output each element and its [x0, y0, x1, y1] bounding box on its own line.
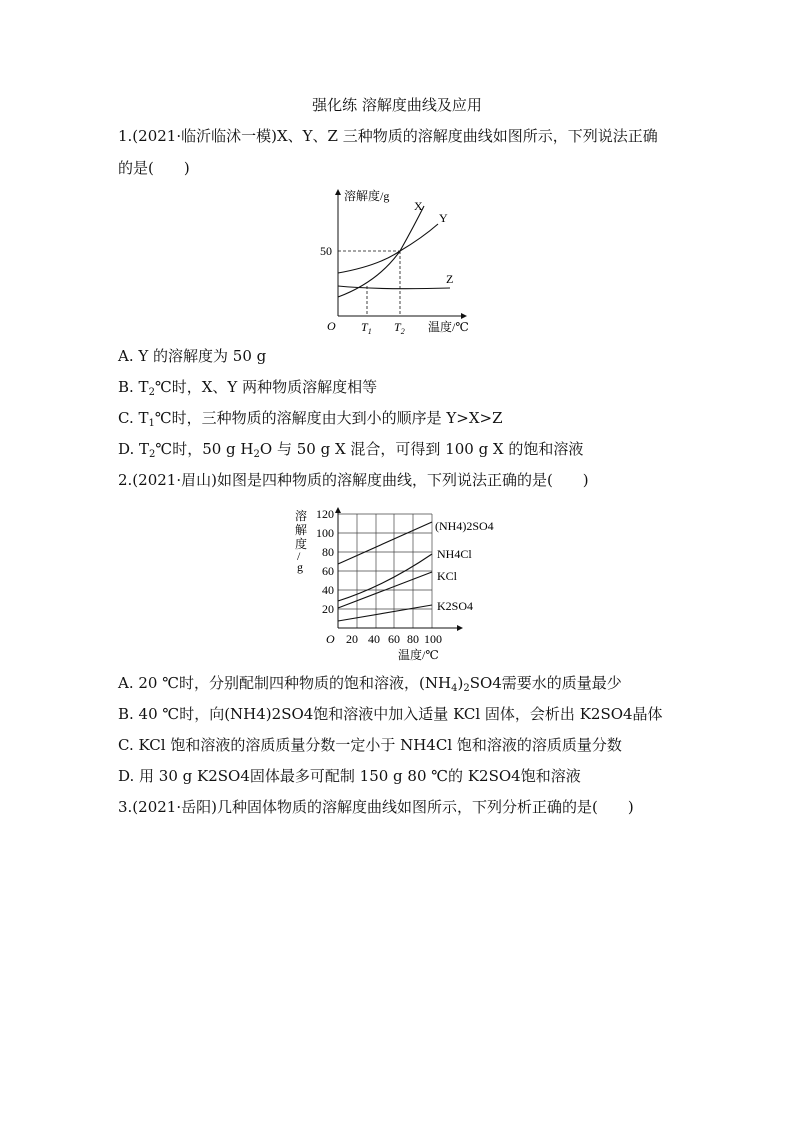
q2-y-tick: 120	[316, 507, 334, 521]
q2-label-k2so4: K2SO4	[437, 599, 474, 613]
q1-label-z: Z	[446, 272, 454, 286]
q2-y-tick: 40	[322, 583, 334, 597]
q1-tick-t1: $T_1$	[361, 320, 372, 336]
q1-label-x: X	[414, 199, 423, 213]
q1-option-a: A. Y 的溶解度为 50 g	[118, 347, 267, 365]
q2-x-tick: 20	[346, 632, 358, 646]
q2-solubility-figure	[290, 504, 510, 664]
q2-option-d: D. 用 30 g K2SO4固体最多可配制 150 g 80 ℃的 K2SO4饱和溶液	[118, 767, 581, 785]
q2-x-tick: 40	[368, 632, 380, 646]
q2-x-tick: 80	[407, 632, 419, 646]
q3-stem: 3.(2021·岳阳)几种固体物质的溶解度曲线如图所示，下列分析正确的是( )	[118, 798, 634, 816]
q2-curve-nh4-2so4	[338, 522, 432, 564]
q2-ylabel-char-1: 解	[295, 523, 308, 537]
q1-option-d: D. $T_2℃$时，50 g $H_2O$ 与 50 g X 混合，可得到 100 g X 的饱和溶液	[118, 440, 584, 460]
q2-ylabel-char-0: 溶	[295, 509, 308, 523]
q1-tick-t2: $T_2$	[394, 320, 405, 336]
q1-stem-line2: 的是( )	[118, 159, 190, 177]
q1-ylabel: 溶解度/g	[344, 189, 390, 203]
q1-option-c: C. $T_1℃$时，三种物质的溶解度由大到小的顺序是 Y>X>Z	[118, 409, 503, 429]
q2-ylabel-char-2: 度	[295, 537, 308, 551]
q1-origin: O	[327, 319, 336, 333]
q1-stem-line1: 1.(2021·临沂临沭一模)X、Y、Z 三种物质的溶解度曲线如图所示，下列说法正确	[118, 127, 658, 145]
q2-grid	[338, 514, 432, 628]
q2-x-tick: 100	[424, 632, 442, 646]
q1-option-b: B. $T_2℃$时，X、Y 两种物质溶解度相等	[118, 378, 378, 398]
q2-option-b: B. 40 ℃时，向(NH4)2SO4饱和溶液中加入适量 KCl 固体，会析出 K2SO4晶体	[118, 705, 663, 723]
q2-ylabel-char-3: /	[297, 549, 301, 563]
q2-ylabel-char-4: g	[297, 560, 303, 574]
q1-curve-z	[338, 286, 450, 289]
q2-curve-k2so4	[338, 605, 432, 621]
q1-solubility-figure	[318, 184, 478, 336]
q2-origin: O	[326, 632, 335, 646]
q2-y-tick: 20	[322, 602, 334, 616]
q1-curve-x	[338, 206, 424, 297]
q2-option-c: C. KCl 饱和溶液的溶质质量分数一定小于 NH4Cl 饱和溶液的溶质质量分数	[118, 736, 622, 754]
q2-label-kcl: KCl	[437, 569, 458, 583]
q1-xlabel: 温度/℃	[428, 320, 469, 334]
q2-xlabel: 温度/℃	[398, 648, 439, 662]
q2-y-tick: 80	[322, 545, 334, 559]
q1-y-tick-50: 50	[320, 244, 332, 258]
q2-label-nh4-2so4: (NH4)2SO4	[435, 519, 494, 533]
q2-stem: 2.(2021·眉山)如图是四种物质的溶解度曲线，下列说法正确的是( )	[118, 471, 589, 489]
q2-y-tick: 100	[316, 526, 334, 540]
q2-option-a: A. 20 ℃时，分别配制四种物质的饱和溶液，$(NH_4)_2SO4$需要水的质量最少	[118, 674, 622, 694]
q2-y-tick: 60	[322, 564, 334, 578]
q1-label-y: Y	[439, 211, 448, 225]
q2-x-tick: 60	[388, 632, 400, 646]
page-title: 强化练 溶解度曲线及应用	[312, 96, 482, 114]
q2-label-nh4cl: NH4Cl	[437, 547, 472, 561]
